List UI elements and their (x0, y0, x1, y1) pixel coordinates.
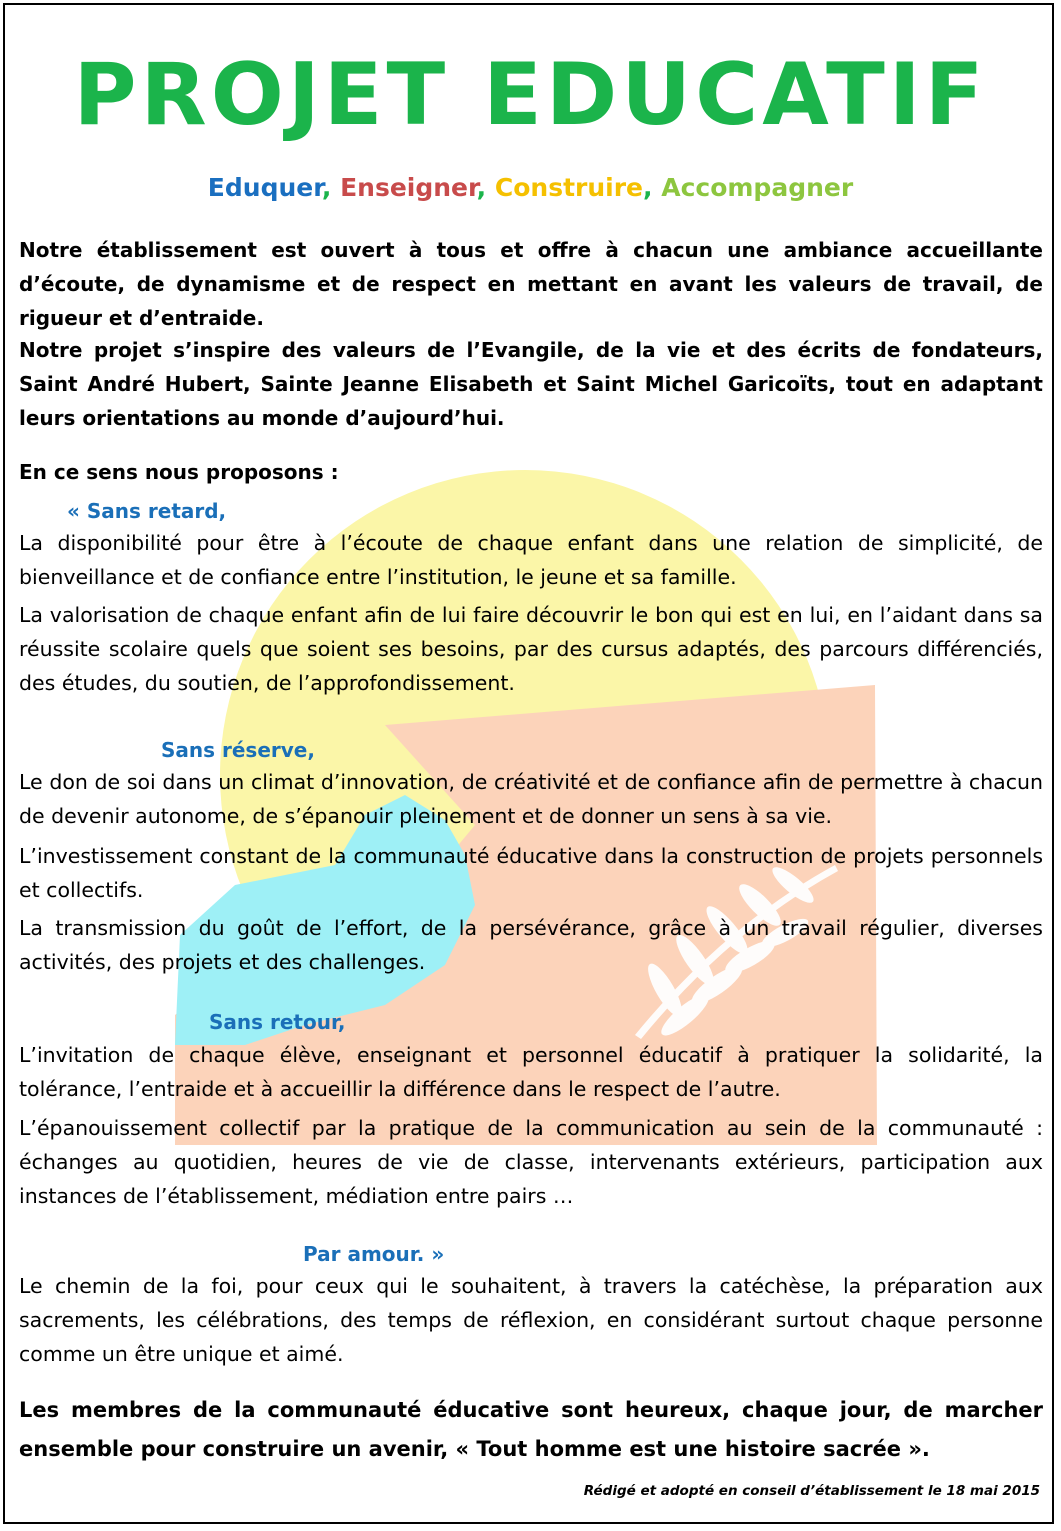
subtitle-separator: , (321, 173, 341, 202)
section-paragraph: L’investissement constant de la communauté éducative dans la construction de projets personnels et collectifs. (19, 844, 1043, 902)
section-paragraph: Le don de soi dans un climat d’innovation, de créativité et de confiance afin de permettre à chacun de devenir autonome, de s’épanouir pleinement et de donner un sens à sa vie. (19, 770, 1043, 828)
intro-paragraph-1: Notre établissement est ouvert à tous et offre à chacun une ambiance accueillante d’écoute, de dynamisme et de respect en mettant en avant les valeurs de travail, de rigueur et d’entraide. (19, 238, 1043, 330)
subtitle-word: Enseigner (340, 173, 477, 202)
intro-paragraph-2: Notre projet s’inspire des valeurs de l’Evangile, de la vie et des écrits de fondateurs, Saint André Hubert, Sainte Jeanne Elisabeth et Saint Michel Garicoïts, tout en adaptant leurs orientations au monde d’aujourd’hui. (19, 338, 1043, 430)
section-paragraph: L’invitation de chaque élève, enseignant et personnel éducatif à pratiquer la solidarité, la tolérance, l’entraide et à accueillir la différence dans le respect de l’autre. (19, 1043, 1043, 1101)
section-heading-sans-reserve: Sans réserve, (161, 738, 315, 762)
page-title: PROJET EDUCATIF (73, 45, 988, 145)
section-paragraph: La disponibilité pour être à l’écoute de chaque enfant dans une relation de simplicité, de bienveillance et de confiance entre l’institution, le jeune et sa famille. (19, 531, 1043, 589)
subtitle-word: Accompagner (661, 173, 854, 202)
section-paragraph: L’épanouissement collectif par la pratique de la communication au sein de la communauté : échanges au quotidien, heures de vie de classe, intervenants extérieurs, participation aux instances de l’établissement, médiation entre pairs … (19, 1116, 1043, 1208)
subtitle-word: Construire (494, 173, 644, 202)
conclusion-paragraph: Les membres de la communauté éducative sont heureux, chaque jour, de marcher ensemble pour construire un avenir, « Tout homme est une histoire sacrée ». (19, 1398, 1043, 1461)
section-paragraph: La transmission du goût de l’effort, de la persévérance, grâce à un travail régulier, diverses activités, des projets et des challenges. (19, 916, 1043, 974)
section-heading-sans-retour: Sans retour, (209, 1010, 346, 1034)
section-paragraph: Le chemin de la foi, pour ceux qui le souhaitent, à travers la catéchèse, la préparation aux sacrements, les célébrations, des temps de réflexion, en considérant surtout chaque personne comme un être unique et aimé. (19, 1274, 1043, 1366)
subtitle (5, 171, 1054, 205)
section-heading-par-amour: Par amour. » (303, 1242, 445, 1266)
section-heading-sans-retard: « Sans retard, (67, 499, 227, 523)
document-page (3, 3, 1054, 1524)
subtitle-separator: , (476, 173, 495, 202)
lead-paragraph: En ce sens nous proposons : (19, 460, 339, 484)
section-paragraph: La valorisation de chaque enfant afin de lui faire découvrir le bon qui est en lui, en l’aidant dans sa réussite scolaire quels que soient ses besoins, par des cursus adaptés, des parcours différenciés, des études, du soutien, de l’approfondissement. (19, 603, 1043, 695)
subtitle-separator: , (643, 173, 662, 202)
footer-note: Rédigé et adopté en conseil d’établissement le 18 mai 2015 (583, 1483, 1040, 1499)
subtitle-word: Eduquer (207, 173, 322, 202)
